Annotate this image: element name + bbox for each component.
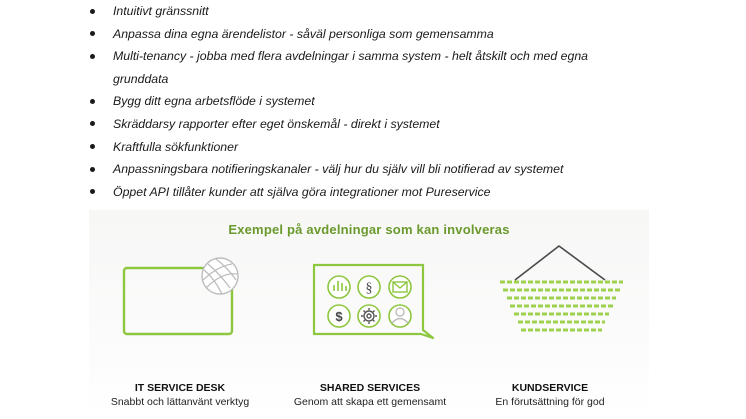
card-subtitle: Genom att skapa ett gemensamt <box>293 396 447 408</box>
feature-item: Öppet API tillåter kunder att själva göra integrationer mot Pureservice <box>113 181 713 204</box>
examples-title: Exempel på avdelningar som kan involveras <box>228 222 510 237</box>
card-it-service-desk <box>90 382 270 408</box>
card-subtitle: En förutsättning för god <box>495 396 605 408</box>
feature-item: Multi-tenancy - jobba med flera avdelningar i samma system - helt åtskilt och med egna grunddata <box>113 45 613 90</box>
dollar-icon: $ <box>335 309 343 324</box>
card-shared-services <box>280 382 460 408</box>
card-title: SHARED SERVICES <box>319 382 421 394</box>
feature-item: Anpassningsbara notifieringskanaler - välj hur du själv vill bli notifierad av systemet <box>113 158 713 181</box>
card-subtitle: Snabbt och lättanvänt verktyg <box>110 396 250 408</box>
card-title: KUNDSERVICE <box>511 382 589 394</box>
shared-services-icon <box>311 262 439 342</box>
feature-list <box>113 0 713 203</box>
feature-item: Anpassa dina egna ärendelistor - såväl personliga som gemensamma <box>113 23 713 46</box>
basket-icon <box>497 242 627 338</box>
examples-panel <box>89 210 649 419</box>
paragraph-icon: § <box>365 281 373 296</box>
feature-item: Intuitivt gränssnitt <box>113 0 713 23</box>
card-kundservice <box>460 382 640 408</box>
feature-item: Skräddarsy rapporter efter eget önskemål - direkt i systemet <box>113 113 713 136</box>
feature-item: Bygg ditt egna arbetsflöde i systemet <box>113 90 713 113</box>
feature-item: Kraftfulla sökfunktioner <box>113 136 713 159</box>
card-title: IT SERVICE DESK <box>134 382 226 394</box>
monitor-icon <box>122 256 242 338</box>
